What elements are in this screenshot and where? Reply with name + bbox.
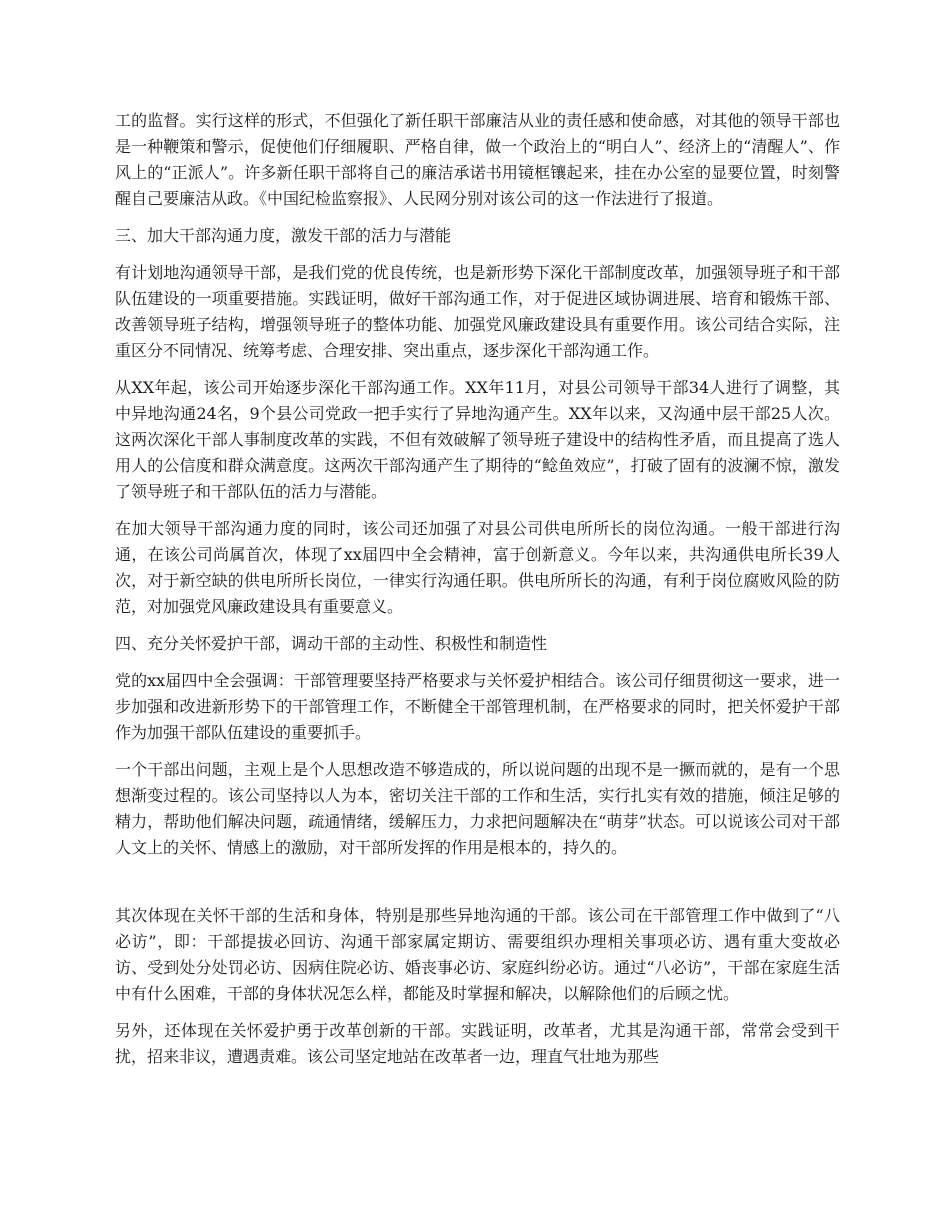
section-heading: 三、加大干部沟通力度，激发干部的活力与潜能	[115, 226, 452, 245]
paragraph: 工的监督。实行这样的形式，不但强化了新任职干部廉洁从业的责任感和使命感，对其他的领导干部也是一种鞭策和警示，促使他们仔细履职、严格自律，做一个政治上的“明白人”、经济上的“清醒人”、作风上的“正派人”。许多新任职干部将自己的廉洁承诺书用镜框镶起来，挂在办公室的显要位置，时刻警醒自己要廉洁从政。《中国纪检监察报》、人民网分别对该公司的这一作法进行了报道。	[115, 111, 840, 208]
paragraph: 有计划地沟通领导干部，是我们党的优良传统，也是新形势下深化干部制度改革，加强领导班子和干部队伍建设的一项重要措施。实践证明，做好干部沟通工作，对于促进区域协调进展、培育和锻炼干部、改善领导班子结构，增强领导班子的整体功能、加强党风廉政建设具有重要作用。该公司结合实际，注重区分不同情况、统筹考虑、合理安排、突出重点，逐步深化干部沟通工作。	[115, 263, 840, 360]
section-heading: 四、充分关怀爱护干部，调动干部的主动性、积极性和制造性	[115, 634, 548, 653]
paragraph: 党的xx届四中全会强调：干部管理要坚持严格要求与关怀爱护相结合。该公司仔细贯彻这一要求，进一步加强和改进新形势下的干部管理工作，不断健全干部管理机制，在严格要求的同时，把关怀爱护干部作为加强干部队伍建设的重要抓手。	[115, 671, 840, 742]
paragraph: 另外，还体现在关怀爱护勇于改革创新的干部。实践证明，改革者，尤其是沟通干部，常常会受到干扰，招来非议，遭遇责难。该公司坚定地站在改革者一边，理直气壮地为那些	[115, 1021, 840, 1066]
paragraph: 其次体现在关怀干部的生活和身体，特别是那些异地沟通的干部。该公司在干部管理工作中做到了“八必访”，即：干部提拔必回访、沟通干部家属定期访、需要组织办理相关事项必访、遇有重大变故必访、受到处分处罚必访、因病住院必访、婚丧事必访、家庭纠纷必访。通过“八必访”，干部在家庭生活中有什么困难，干部的身体状况怎么样，都能及时掌握和解决，以解除他们的后顾之忧。	[115, 906, 840, 1003]
paragraph: 从XX年起，该公司开始逐步深化干部沟通工作。XX年11月，对县公司领导干部34人进行了调整，其中异地沟通24名，9个县公司党政一把手实行了异地沟通产生。XX年以来，又沟通中层干部25人次。这两次深化干部人事制度改革的实践，不但有效破解了领导班子建设中的结构性矛盾，而且提高了选人用人的公信度和群众满意度。这两次干部沟通产生了期待的“鲶鱼效应”，打破了固有的波澜不惊，激发了领导班子和干部队伍的活力与潜能。	[115, 378, 840, 501]
paragraph: 在加大领导干部沟通力度的同时，该公司还加强了对县公司供电所所长的岗位沟通。一般干部进行沟通，在该公司尚属首次，体现了xx届四中全会精神，富于创新意义。今年以来，共沟通供电所长39人次，对于新空缺的供电所所长岗位，一律实行沟通任职。供电所所长的沟通，有利于岗位腐败风险的防范，对加强党风廉政建设具有重要意义。	[115, 519, 840, 616]
document-body	[115, 108, 840, 1081]
paragraph: 一个干部出问题，主观上是个人思想改造不够造成的，所以说问题的出现不是一撅而就的，是有一个思想渐变过程的。该公司坚持以人为本，密切关注干部的工作和生活，实行扎实有效的措施，倾注足够的精力，帮助他们解决问题，疏通情绪，缓解压力，力求把问题解决在“萌芽”状态。可以说该公司对干部人文上的关怀、情感上的激励，对干部所发挥的作用是根本的，持久的。	[115, 760, 840, 857]
